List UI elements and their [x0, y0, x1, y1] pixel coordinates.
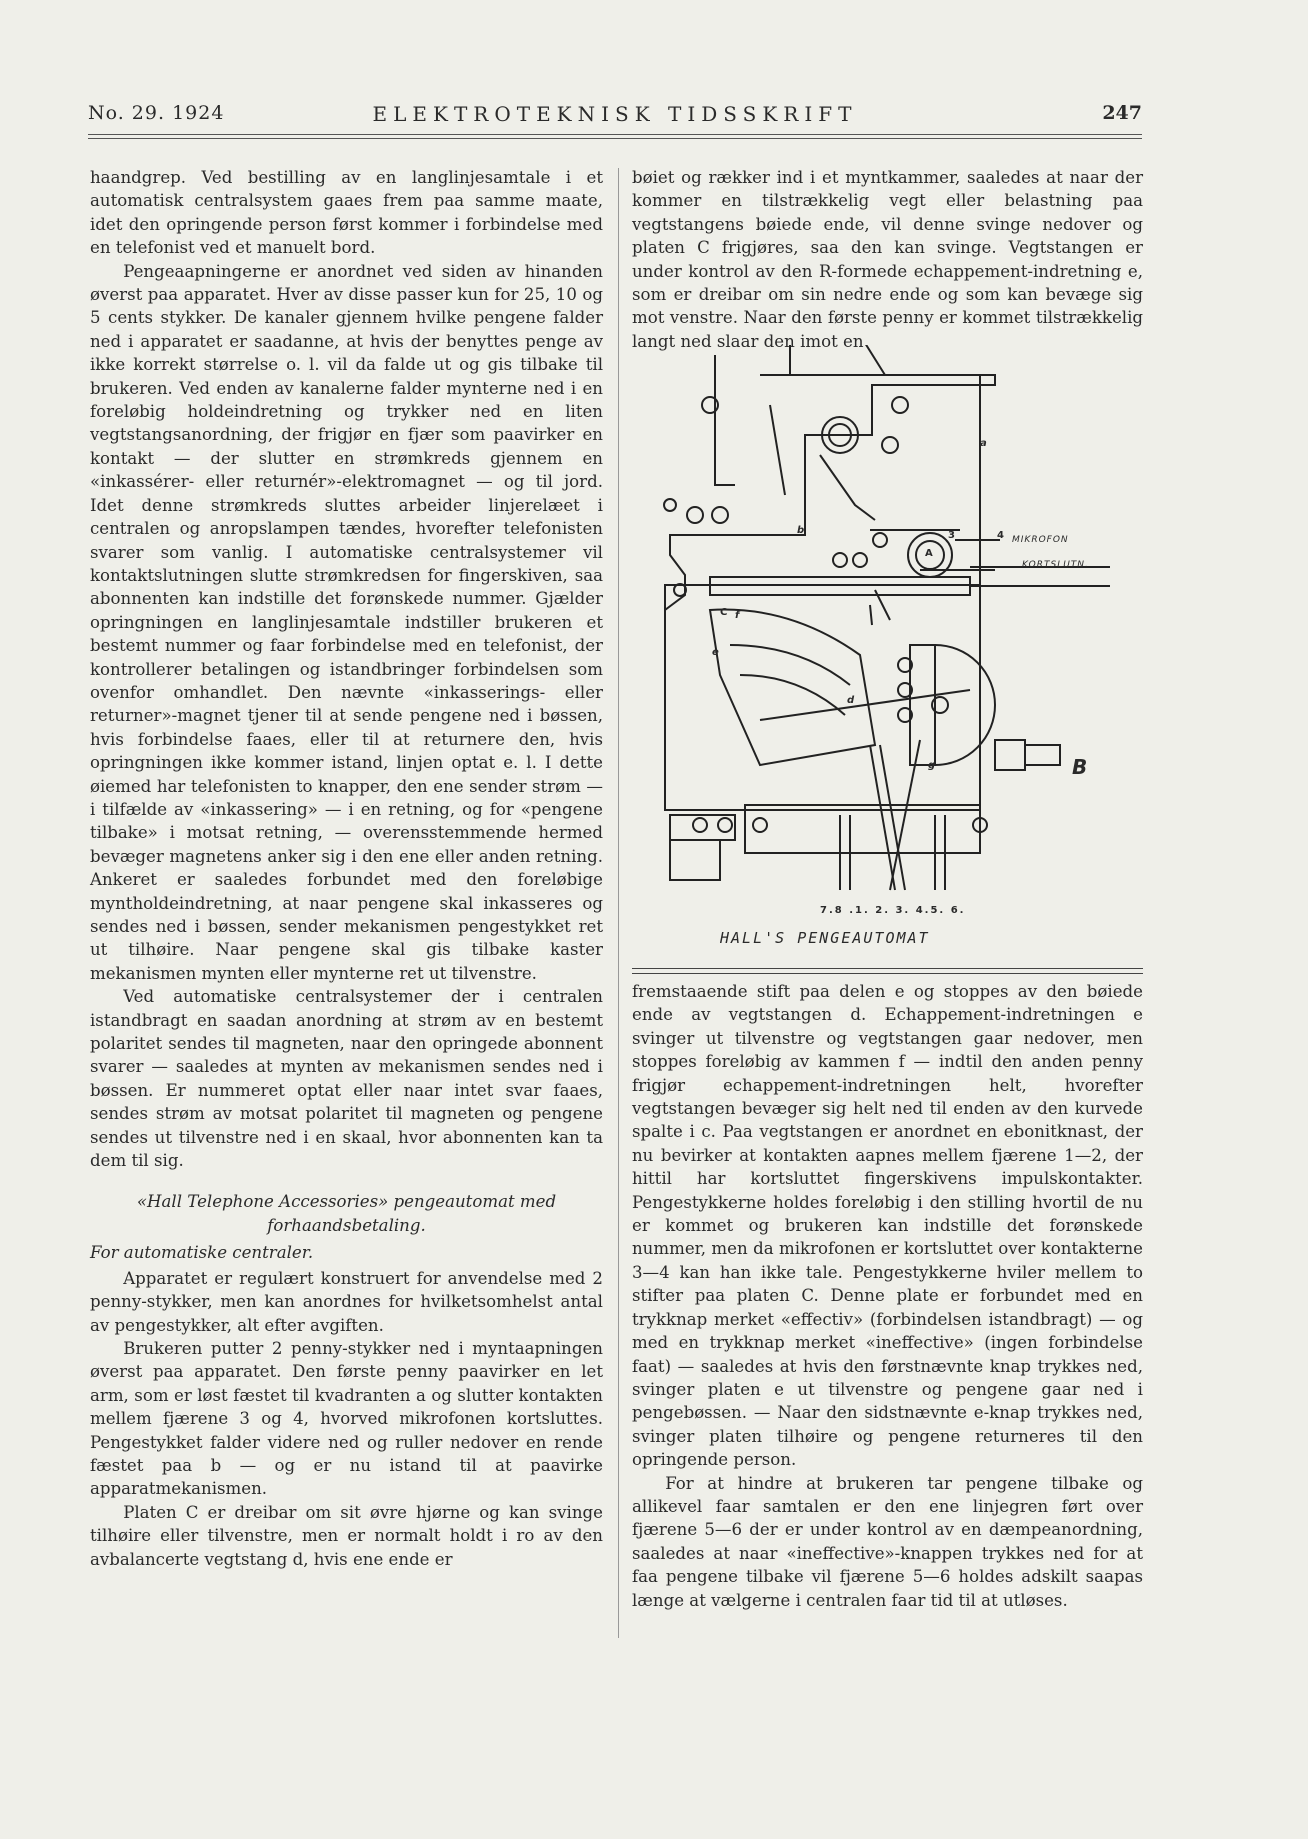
header-rule	[88, 134, 1142, 135]
label-kortsluttet: KORTSLUTN.	[1022, 560, 1089, 570]
label-c: C	[720, 607, 728, 618]
label-d: d	[847, 695, 855, 706]
section-subheading: For automatiske centraler.	[90, 1243, 314, 1263]
label-b-small: b	[797, 525, 805, 536]
paragraph: Ved automatiske centralsystemer der i centralen istandbragt en saadan anordning at strøm av en bestemt polaritet sendes til magneten, naar den opringede abonnent svarer — saaledes at mynten av mekanismen sendes ned i bøssen. Er nummeret optat eller naar intet svar faaes, sendes strøm av motsat polaritet til magneten og pengene sendes ut tilvenstre ned i en skaal, hvor abonnenten kan ta dem til sig.	[90, 987, 603, 1171]
paragraph: Apparatet er regulært konstruert for anvendelse med 2 penny-stykker, men kan anordnes for hvilketsomhelst antal av pengestykker, alt efter avgiften.	[90, 1268, 603, 1335]
paragraph: bøiet og rækker ind i et myntkammer, saaledes at naar der kommer en tilstrækkelig vegt eller belastning paa vegtstangens bøiede ende, vil denne svinge nedover og platen C frigjøres, saa den kan svinge. Vegtstangen er under kontrol av den R-formede echappement-indretning e, som er dreibar om sin nedre ende og som kan bevæge sig mot venstre. Naar den første penny er kommet tilstrækkelig langt ned slaar den imot en	[632, 168, 1143, 351]
label-mikrofon: MIKROFON	[1012, 535, 1069, 545]
terminal-numbers: 7.8 .1. 2. 3. 4.5. 6.	[820, 905, 966, 916]
paragraph: fremstaaende stift paa delen e og stoppes av den bøiede ende av vegtstangen d. Echappement-indretningen e svinger ut tilvenstre og vegtstangen gaar nedover, men stoppes foreløbig av kammen f — indtil den anden penny frigjør echappement-indretningen helt, hvorefter vegtstangen bevæger sig helt ned til enden av den kurvede spalte i c. Paa vegtstangen er anordnet en ebonitknast, der nu bevirker at kontakten aapnes mellem fjærene 1—2, der hittil har kortsluttet fingerskivens impulskontakter. Pengestykkerne holdes foreløbig i den stilling hvortil de nu er kommet og brukeren kan indstille det forønskede nummer, men da mikrofonen er kortsluttet over kontakterne 3—4 kan han ikke tale. Pengestykkerne hviler mellem to stifter paa platen C. Denne plate er forbundet med en trykknap merket «effectiv» (forbindelsen istandbragt) — og med en trykknap merket «ineffective» (ingen forbindelse faat) — saaledes at hvis den førstnævnte knap trykkes ned, svinger platen e ut tilvenstre og pengene gaar ned i pengebøssen. — Naar den sidstnævnte e-knap trykkes ned, svinger platen tilhøire og pengene returneres til den opringende person.	[632, 982, 1143, 1470]
journal-title: ELEKTROTEKNISK TIDSSKRIFT	[372, 102, 858, 126]
paragraph: Brukeren putter 2 penny-stykker ned i myntaapningen øverst paa apparatet. Den første penny paavirker en let arm, som er løst fæstet til kvadranten a og slutter kontakten mellem fjærene 3 og 4, hvorved mikrofonen kortsluttes. Pengestykket falder videre ned og ruller nedover en rende fæstet paa b — og er nu istand til at paavirke apparatmekanismen.	[90, 1338, 603, 1499]
label-3: 3	[948, 530, 955, 541]
mechanism-figure	[640, 345, 1140, 950]
figure-caption: HALL'S PENGEAUTOMAT	[720, 929, 930, 947]
section-heading: «Hall Telephone Accessories» pengeautomat med forhaandsbetaling.	[136, 1192, 557, 1235]
running-header	[88, 96, 1142, 126]
paragraph: Platen C er dreibar om sit øvre hjørne og kan svinge tilhøire eller tilvenstre, men er normalt holdt i ro av den avbalancerte vegtstang d, hvis ene ende er	[90, 1502, 603, 1569]
label-g: g	[928, 760, 936, 771]
label-4: 4	[997, 530, 1004, 541]
figure-rule	[632, 968, 1143, 969]
issue-number: No. 29. 1924	[88, 102, 225, 124]
column-divider	[618, 168, 619, 1638]
page-number: 247	[1102, 102, 1142, 124]
paragraph: Pengeaapningerne er anordnet ved siden av hinanden øverst paa apparatet. Hver av disse passer kun for 25, 10 og 5 cents stykker. De kanaler gjennem hvilke pengene falder ned i apparatet er saadanne, at hvis der benyttes penge av ikke korrekt størrelse o. l. vil da falde ut og gis tilbake til brukeren. Ved enden av kanalerne falder mynterne ned i en foreløbig holdeindretning og trykker ned en liten vegtstangsanordning, der frigjør en fjær som paavirker en kontakt — der slutter en strømkreds gjennem en «inkassérer- eller returnér»-elektromagnet — og til jord. Idet denne strømkreds sluttes arbeider linjerelæet i centralen og anropslampen tændes, hvorefter telefonisten svarer som vanlig. I automatiske centralsystemer vil kontaktslutningen slutte strømkredsen for fingerskiven, saa abonnenten kan indstille det forønskede nummer. Gjælder opringningen en langlinjesamtale indstiller brukeren et bestemt nummer og faar forbindelse med en telefonist, der kontrollerer betalingen og istandbringer forbindelsen som ovenfor omhandlet. Den nævnte «inkasserings- eller returner»-magnet tjener til at sende pengene ned i bøssen, hvis forbindelse faaes, eller til at returnere den, hvis opringningen ikke kommer istand, linjen optat e. l. I dette øiemed har telefonisten to knapper, den ene sender strøm — i tilfælde av «inkassering» — i en retning, og for «pengene tilbake» i motsat retning, — overensstemmende hermed bevæger magnetens anker sig i den ene eller anden retning. Ankeret er saaledes forbundet med den foreløbige myntholdeindretning, at naar pengene skal inkasseres og sendes ned i bøssen, sender mekanismen pengestykket ret ut tilhøire. Naar pengene skal gis tilbake kaster mekanismen mynten eller mynterne ret ut tilvenstre.	[90, 261, 603, 983]
right-column-top	[632, 166, 1143, 353]
label-a: A	[925, 548, 933, 559]
mechanism-drawing	[640, 345, 1140, 925]
paragraph: haandgrep. Ved bestilling av en langlinjesamtale i et automatisk centralsystem gaaes frem paa samme maate, idet den opringende person først kommer i forbindelse med en telefonist ved et manuelt bord.	[90, 168, 603, 258]
figure-rule-2	[632, 973, 1143, 974]
paragraph: For at hindre at brukeren tar pengene tilbake og allikevel faar samtalen er den ene linjegren ført over fjærene 5—6 der er under kontrol av en dæmpeanordning, saaledes at naar «ineffective»-knappen trykkes ned for at faa pengene tilbake vil fjærene 5—6 holdes adskilt saapas længe at vælgerne i centralen faar tid til at utløses.	[632, 1473, 1143, 1610]
label-f: f	[735, 610, 740, 621]
label-b: B	[1072, 755, 1088, 779]
label-e: e	[712, 647, 719, 658]
header-rule-2	[88, 138, 1142, 139]
left-column	[90, 166, 603, 1571]
label-a-small: a	[980, 438, 987, 449]
right-column-bottom	[632, 964, 1143, 1612]
